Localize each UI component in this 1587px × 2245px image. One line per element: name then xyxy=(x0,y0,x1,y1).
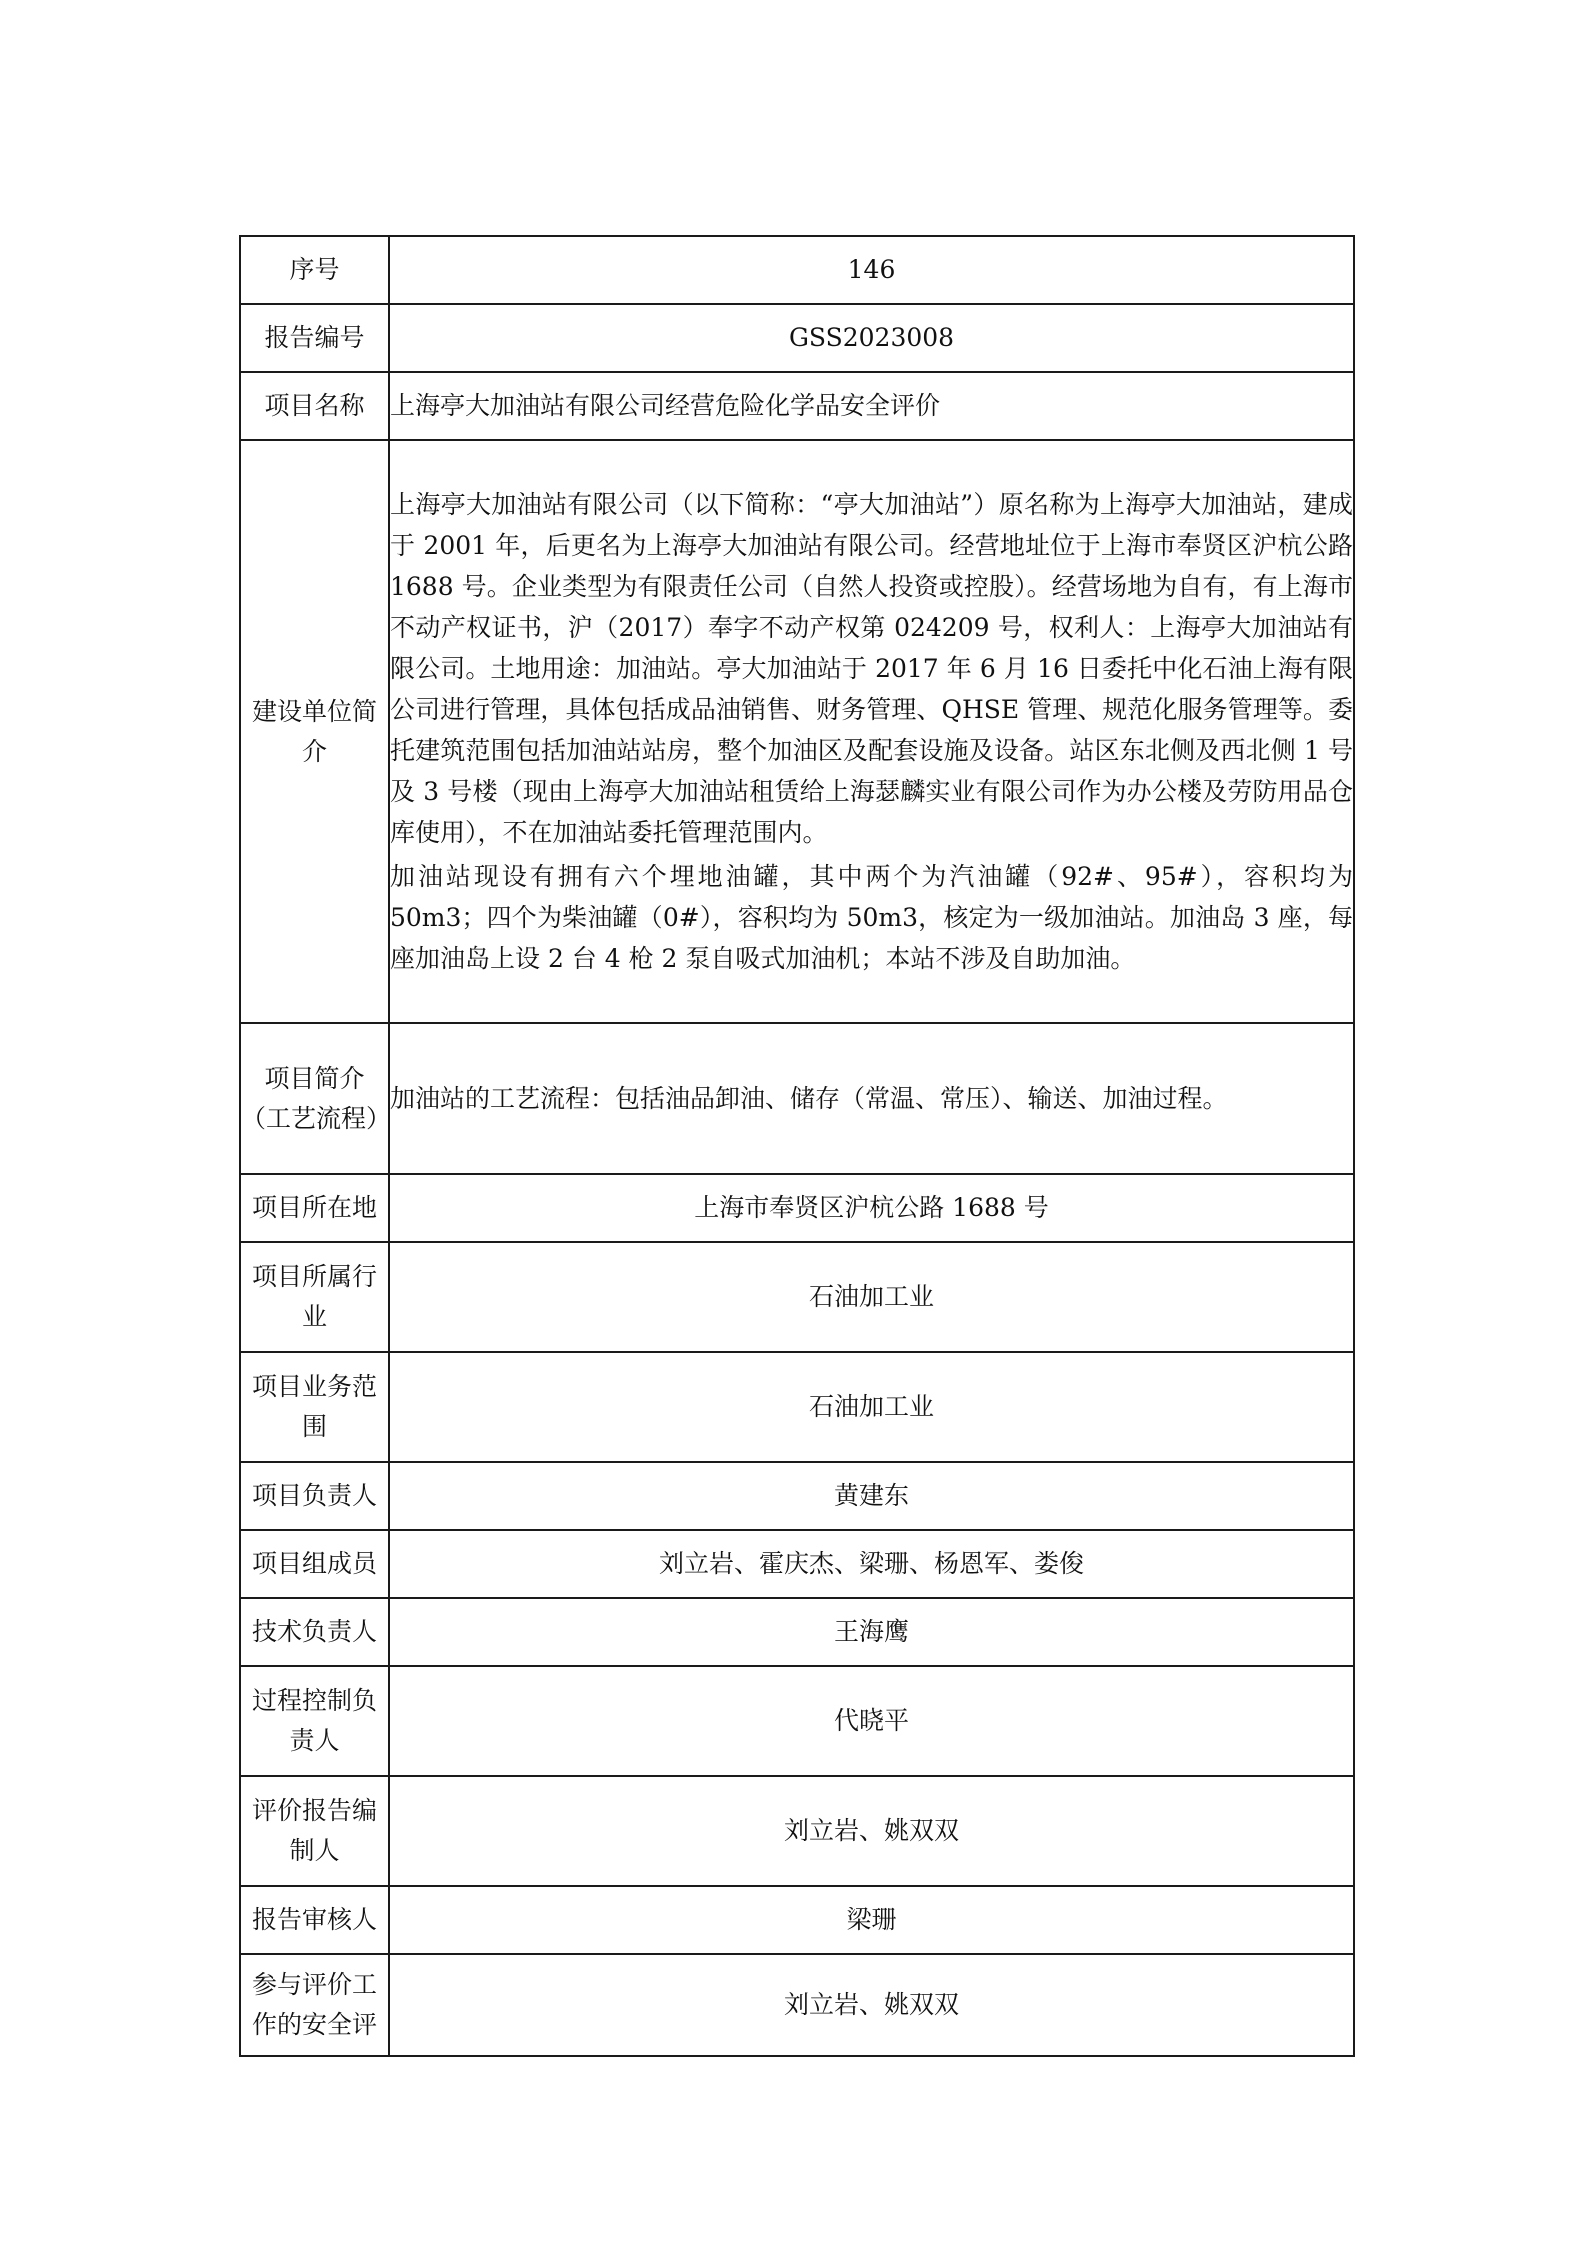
company-intro-paragraph-1: 上海亭大加油站有限公司（以下简称：“亭大加油站”）原名称为上海亭大加油站，建成于 2001 年，后更名为上海亭大加油站有限公司。经营地址位于上海市奉贤区沪杭公路 1688 号。企业类型为有限责任公司（自然人投资或控股）。经营场地为自有，有上海市不动产权证书，沪（2017）奉字不动产权第 024209 号，权利人：上海亭大加油站有限公司。土地用途：加油站。亭大加油站于 2017 年 6 月 16 日委托中化石油上海有限公司进行管理，具体包括成品油销售、财务管理、QHSE 管理、规范化服务管理等。委托建筑范围包括加油站站房，整个加油区及配套设施及设备。站区东北侧及西北侧 1 号及 3 号楼（现由上海亭大加油站租赁给上海瑟麟实业有限公司作为办公楼及劳防用品仓库使用），不在加油站委托管理范围内。 xyxy=(390,490,1353,847)
label-serial-number: 序号 xyxy=(240,236,389,304)
table-row-report-author xyxy=(240,1776,1354,1886)
table-row-project-name xyxy=(240,372,1354,440)
table-row-serial-number xyxy=(240,236,1354,304)
table-row-report-number xyxy=(240,304,1354,372)
label-project-industry: 项目所属行业 xyxy=(240,1242,389,1352)
value-process-control-lead: 代晓平 xyxy=(389,1666,1354,1776)
table-row-process-control-lead xyxy=(240,1666,1354,1776)
value-report-number: GSS2023008 xyxy=(389,304,1354,372)
label-process-control-lead: 过程控制负责人 xyxy=(240,1666,389,1776)
table-row-participating-assessors xyxy=(240,1954,1354,2056)
label-report-number: 报告编号 xyxy=(240,304,389,372)
label-project-name: 项目名称 xyxy=(240,372,389,440)
value-technical-lead: 王海鹰 xyxy=(389,1598,1354,1666)
value-participating-assessors: 刘立岩、姚双双 xyxy=(389,1954,1354,2056)
project-info-table xyxy=(239,235,1355,2057)
table-row-project-leader xyxy=(240,1462,1354,1530)
value-serial-number: 146 xyxy=(389,236,1354,304)
label-report-reviewer: 报告审核人 xyxy=(240,1886,389,1954)
value-report-author: 刘立岩、姚双双 xyxy=(389,1776,1354,1886)
table-row-company-intro xyxy=(240,440,1354,1023)
label-project-leader: 项目负责人 xyxy=(240,1462,389,1530)
label-report-author: 评价报告编制人 xyxy=(240,1776,389,1886)
label-project-scope: 项目业务范围 xyxy=(240,1352,389,1462)
value-project-leader: 黄建东 xyxy=(389,1462,1354,1530)
value-report-reviewer: 梁珊 xyxy=(389,1886,1354,1954)
table-row-report-reviewer xyxy=(240,1886,1354,1954)
value-project-intro: 加油站的工艺流程：包括油品卸油、储存（常温、常压）、输送、加油过程。 xyxy=(389,1023,1354,1174)
label-project-location: 项目所在地 xyxy=(240,1174,389,1242)
table-row-project-scope xyxy=(240,1352,1354,1462)
value-project-name: 上海亭大加油站有限公司经营危险化学品安全评价 xyxy=(389,372,1354,440)
table-row-project-location xyxy=(240,1174,1354,1242)
label-participating-assessors: 参与评价工作的安全评 xyxy=(240,1954,389,2056)
value-project-scope: 石油加工业 xyxy=(389,1352,1354,1462)
value-company-intro xyxy=(389,440,1354,1023)
label-project-intro: 项目简介（工艺流程） xyxy=(240,1023,389,1174)
value-project-industry: 石油加工业 xyxy=(389,1242,1354,1352)
label-technical-lead: 技术负责人 xyxy=(240,1598,389,1666)
value-team-members: 刘立岩、霍庆杰、梁珊、杨恩军、娄俊 xyxy=(389,1530,1354,1598)
table-row-project-intro xyxy=(240,1023,1354,1174)
value-project-location: 上海市奉贤区沪杭公路 1688 号 xyxy=(389,1174,1354,1242)
label-company-intro: 建设单位简介 xyxy=(240,440,389,1023)
table-row-project-industry xyxy=(240,1242,1354,1352)
label-team-members: 项目组成员 xyxy=(240,1530,389,1598)
table-row-team-members xyxy=(240,1530,1354,1598)
table-row-technical-lead xyxy=(240,1598,1354,1666)
company-intro-paragraph-2: 加油站现设有拥有六个埋地油罐，其中两个为汽油罐（92#、95#），容积均为 50m3；四个为柴油罐（0#），容积均为 50m3，核定为一级加油站。加油岛 3 座，每座加油岛上设 2 台 4 枪 2 泵自吸式加油机；本站不涉及自助加油。 xyxy=(390,862,1353,973)
